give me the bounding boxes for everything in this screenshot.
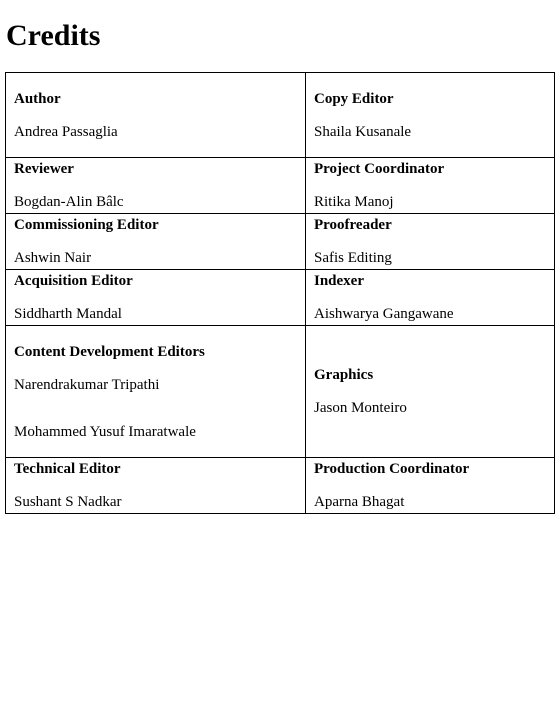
credit-cell-copy-editor (306, 73, 555, 158)
credits-row (6, 158, 555, 214)
person-name: Safis Editing (314, 250, 392, 266)
credits-table (5, 72, 555, 514)
credits-row (6, 458, 555, 514)
person-name: Jason Monteiro (314, 400, 407, 416)
credits-row (6, 73, 555, 158)
person-name: Ashwin Nair (14, 250, 92, 266)
credit-cell-project-coordinator (306, 158, 555, 214)
role-label: Technical Editor (14, 461, 121, 477)
role-label: Commissioning Editor (14, 217, 159, 233)
page-title: Credits (6, 19, 101, 52)
role-label: Proofreader (314, 217, 392, 233)
person-name: Ritika Manoj (314, 194, 394, 210)
credit-cell-proofreader (306, 214, 555, 270)
role-label: Author (14, 90, 61, 107)
credits-row (6, 326, 555, 458)
person-name: Sushant S Nadkar (14, 494, 122, 510)
credit-cell-acquisition-editor (6, 270, 306, 326)
credits-row (6, 270, 555, 326)
role-label: Acquisition Editor (14, 273, 133, 289)
person-name: Aparna Bhagat (314, 494, 405, 510)
credit-cell-graphics (306, 326, 555, 458)
role-label: Indexer (314, 273, 364, 289)
credit-cell-technical-editor (6, 458, 306, 514)
credit-cell-production-coordinator (306, 458, 555, 514)
credit-cell-indexer (306, 270, 555, 326)
role-label: Production Coordinator (314, 461, 470, 477)
person-name: Andrea Passaglia (14, 123, 118, 140)
credit-cell-content-development-editors (6, 326, 306, 458)
person-name: Mohammed Yusuf Imaratwale (14, 423, 196, 440)
role-label: Graphics (314, 367, 374, 383)
person-name: Aishwarya Gangawane (314, 306, 454, 322)
role-label: Content Development Editors (14, 343, 205, 360)
person-name: Bogdan-Alin Bâlc (14, 194, 124, 210)
credit-cell-reviewer (6, 158, 306, 214)
credits-row (6, 214, 555, 270)
role-label: Project Coordinator (314, 161, 445, 177)
role-label: Reviewer (14, 161, 74, 177)
credit-cell-commissioning-editor (6, 214, 306, 270)
credit-cell-author (6, 73, 306, 158)
person-name: Narendrakumar Tripathi (14, 376, 160, 393)
role-label: Copy Editor (314, 90, 394, 107)
person-name: Siddharth Mandal (14, 306, 122, 322)
person-name: Shaila Kusanale (314, 123, 412, 140)
